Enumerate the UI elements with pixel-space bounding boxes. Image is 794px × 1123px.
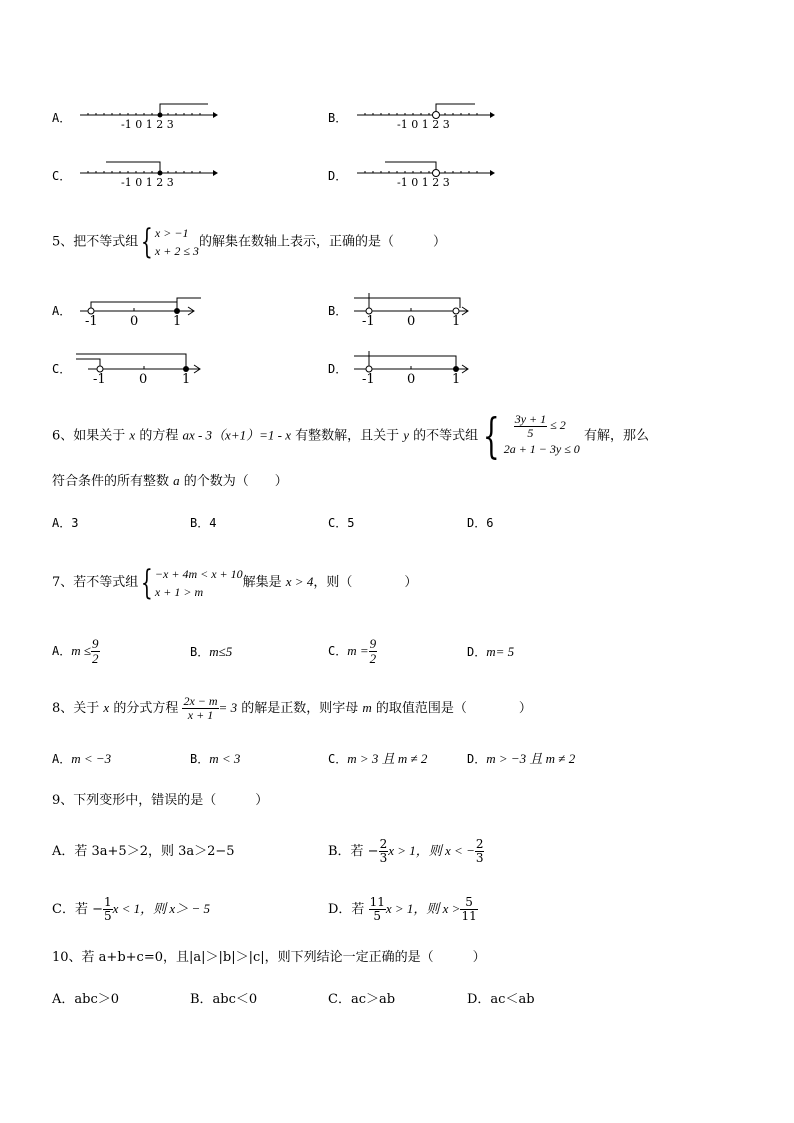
tick-label-0: 0 — [407, 372, 416, 387]
option-label: D． — [328, 169, 348, 183]
option-label: B． — [328, 111, 348, 125]
q7-suffix: ，则（ ） — [313, 575, 418, 590]
q9-B-pre: B．若 − — [328, 844, 379, 859]
option-label: C． — [328, 644, 348, 658]
q6-equation: ax - 3（x+1）=1 - x — [182, 427, 291, 443]
frac-den: 5 — [373, 909, 382, 923]
q8-var-m: m — [362, 700, 372, 715]
q8-suffix2: 的取值范围是（ ） — [371, 701, 532, 716]
q7-optA-var: m ≤ — [71, 643, 92, 658]
tick-label-neg1: -1 — [362, 372, 375, 387]
option-label: A． — [52, 111, 72, 125]
frac-num: 5 — [460, 896, 477, 910]
q6-text5: 有解，那么 — [579, 428, 649, 444]
option-label: B． — [190, 752, 210, 766]
frac-den: 5 — [103, 909, 112, 923]
q5-prefix: 5、把不等式组 — [52, 234, 139, 250]
q8-optD-math: m > −3 且 m ≠ 2 — [486, 751, 576, 766]
frac-den: 3 — [379, 851, 388, 865]
q6-frac-den: 5 — [527, 425, 534, 440]
q9-option-d[interactable] — [328, 892, 478, 927]
q8-option-b[interactable] — [190, 752, 240, 766]
tick-label-1: 1 — [182, 372, 191, 387]
option-label: C． — [52, 362, 72, 376]
tick-label-0: 0 — [130, 314, 139, 329]
q10-option-d[interactable]: D．ac＜ab — [467, 992, 535, 1007]
q7-sys2: x + 1 > m — [154, 584, 204, 599]
frac-num: 2x − m — [183, 694, 218, 709]
q9-B-mid: x > 1，则 x < − — [388, 843, 475, 858]
q5-system — [155, 224, 199, 260]
q9-option-b[interactable] — [328, 834, 484, 869]
frac-den: 11 — [461, 909, 477, 923]
tick-label-1: 1 — [452, 372, 461, 387]
q7-option-d[interactable] — [467, 645, 514, 659]
q8-fraction — [182, 695, 218, 721]
tick-label-neg1: -1 — [362, 314, 375, 329]
brace-icon: { — [483, 408, 500, 464]
q6-var-y: y — [403, 427, 410, 443]
frac-num: 2 — [379, 837, 388, 852]
q10-stem: 10、若 a+b+c=0，且|a|＞|b|＞|c|，则下列结论一定正确的是（ ） — [52, 950, 486, 965]
q7-option-c[interactable] — [328, 634, 377, 669]
option-label: C． — [52, 169, 72, 183]
frac-num: 9 — [369, 636, 377, 652]
q5-stem — [52, 224, 446, 261]
q6-option-a[interactable]: A．3 — [52, 516, 79, 530]
q6-frac — [514, 413, 547, 439]
option-label: D． — [467, 752, 487, 766]
tick-label-1: 1 — [452, 314, 461, 329]
option-label: B． — [328, 304, 348, 318]
tick-label-1: 1 — [173, 314, 182, 329]
q9-B-frac2 — [475, 838, 485, 864]
q7-sys1: −x + 4m < x + 10 — [154, 566, 243, 581]
option-label: C． — [328, 752, 348, 766]
tick-label-0: 0 — [407, 314, 416, 329]
q6-line2 — [52, 474, 288, 488]
q9-C-pre: C．若 − — [52, 902, 103, 917]
q6-system — [504, 413, 580, 459]
tick-labels: -1 0 1 2 3 — [397, 118, 450, 131]
q8-var-x: x — [103, 700, 110, 715]
tick-label-neg1: -1 — [93, 372, 106, 387]
q10-option-c[interactable]: C．ac＞ab — [328, 992, 396, 1007]
q9-option-a[interactable]: A．若 3a+5＞2，则 3a＞2−5 — [52, 844, 235, 859]
option-label: D． — [467, 645, 487, 659]
q5-suffix: 的解集在数轴上表示，正确的是（ ） — [198, 234, 446, 250]
q8-option-a[interactable] — [52, 752, 111, 766]
q9-stem: 9、下列变形中，错误的是（ ） — [52, 793, 269, 808]
q8-prefix: 8、关于 — [52, 701, 104, 716]
q7-optB-math: m≤5 — [209, 644, 233, 659]
q7-cond: x > 4 — [285, 574, 314, 589]
q9-D-frac — [369, 896, 386, 922]
q8-optC-math: m > 3 且 m ≠ 2 — [347, 751, 428, 766]
q6-option-d[interactable]: D．6 — [467, 516, 494, 530]
frac-num: 2 — [475, 837, 484, 852]
brace-icon: { — [141, 562, 154, 603]
q8-suffix1: 的解是正数，则字母 — [237, 701, 363, 716]
frac-num: 11 — [369, 895, 385, 910]
q6-var-a: a — [173, 473, 180, 488]
tick-labels: -1 0 1 2 3 — [121, 118, 174, 131]
q6-line2a: 符合条件的所有整数 — [52, 474, 174, 489]
q9-D-mid: x > 1，则 x > — [385, 901, 461, 916]
q9-C-mid: x < 1，则 x＞ − 5 — [112, 901, 210, 916]
q9-B-frac — [379, 838, 389, 864]
option-label: A． — [52, 752, 72, 766]
brace-icon: { — [141, 222, 154, 262]
q8-option-d[interactable] — [467, 752, 575, 766]
q10-option-b[interactable]: B．abc＜0 — [190, 992, 258, 1007]
option-label: B． — [190, 645, 210, 659]
q7-prefix: 7、若不等式组 — [52, 575, 139, 590]
q8-rhs: = 3 — [218, 700, 238, 715]
q5-ineq1: x > −1 — [154, 226, 189, 240]
q5-ineq2: x + 2 ≤ 3 — [154, 244, 199, 258]
q8-optA-math: m < −3 — [71, 751, 112, 766]
option-label: A． — [52, 644, 72, 658]
q6-var-x: x — [129, 427, 136, 443]
q6-text2: 的方程 — [135, 428, 183, 444]
q6-option-c[interactable]: C．5 — [328, 516, 355, 530]
q6-line2b: 的个数为（ ） — [179, 474, 288, 489]
q6-text4: 的不等式组 — [409, 428, 479, 444]
q8-option-c[interactable] — [328, 752, 427, 766]
q8-stem — [52, 690, 532, 727]
q7-optD-math: m= 5 — [486, 644, 515, 659]
q6-frac-num: 3y + 1 — [514, 411, 547, 426]
q7-stem — [52, 563, 417, 602]
tick-labels: -1 0 1 2 3 — [397, 176, 450, 189]
q9-C-frac — [103, 896, 113, 922]
q6-sys1-rel: ≤ 2 — [550, 417, 566, 432]
frac-den: 2 — [369, 651, 377, 666]
q10-option-a[interactable]: A．abc＞0 — [52, 992, 120, 1007]
q8-mid: 的分式方程 — [109, 701, 183, 716]
q7-optA-frac — [91, 637, 100, 665]
option-label: A． — [52, 304, 72, 318]
q6-stem — [52, 408, 649, 464]
q8-optB-math: m < 3 — [209, 751, 241, 766]
q9-D-frac2 — [460, 896, 477, 922]
q7-system — [155, 565, 243, 601]
tick-labels: -1 0 1 2 3 — [121, 176, 174, 189]
q7-optC-var: m = — [347, 643, 369, 658]
frac-num: 1 — [103, 895, 112, 910]
tick-label-neg1: -1 — [85, 314, 98, 329]
q9-option-c[interactable] — [52, 892, 210, 927]
frac-den: 2 — [92, 651, 99, 666]
frac-den: 3 — [475, 851, 484, 865]
q7-mid: 解集是 — [242, 575, 286, 590]
frac-num: 9 — [92, 636, 99, 652]
q6-option-b[interactable]: B．4 — [190, 516, 217, 530]
tick-label-0: 0 — [139, 372, 148, 387]
q6-text3: 有整数解，且关于 — [290, 428, 404, 444]
q6-sys2: 2a + 1 − 3y ≤ 0 — [503, 442, 580, 457]
q7-option-a[interactable] — [52, 634, 100, 669]
frac-den: x + 1 — [187, 708, 214, 722]
q6-text1: 6、如果关于 — [52, 428, 130, 444]
option-label: D． — [328, 362, 348, 376]
q9-D-pre: D．若 — [328, 902, 369, 917]
q7-option-b[interactable] — [190, 645, 232, 659]
q7-optC-frac — [369, 637, 378, 665]
